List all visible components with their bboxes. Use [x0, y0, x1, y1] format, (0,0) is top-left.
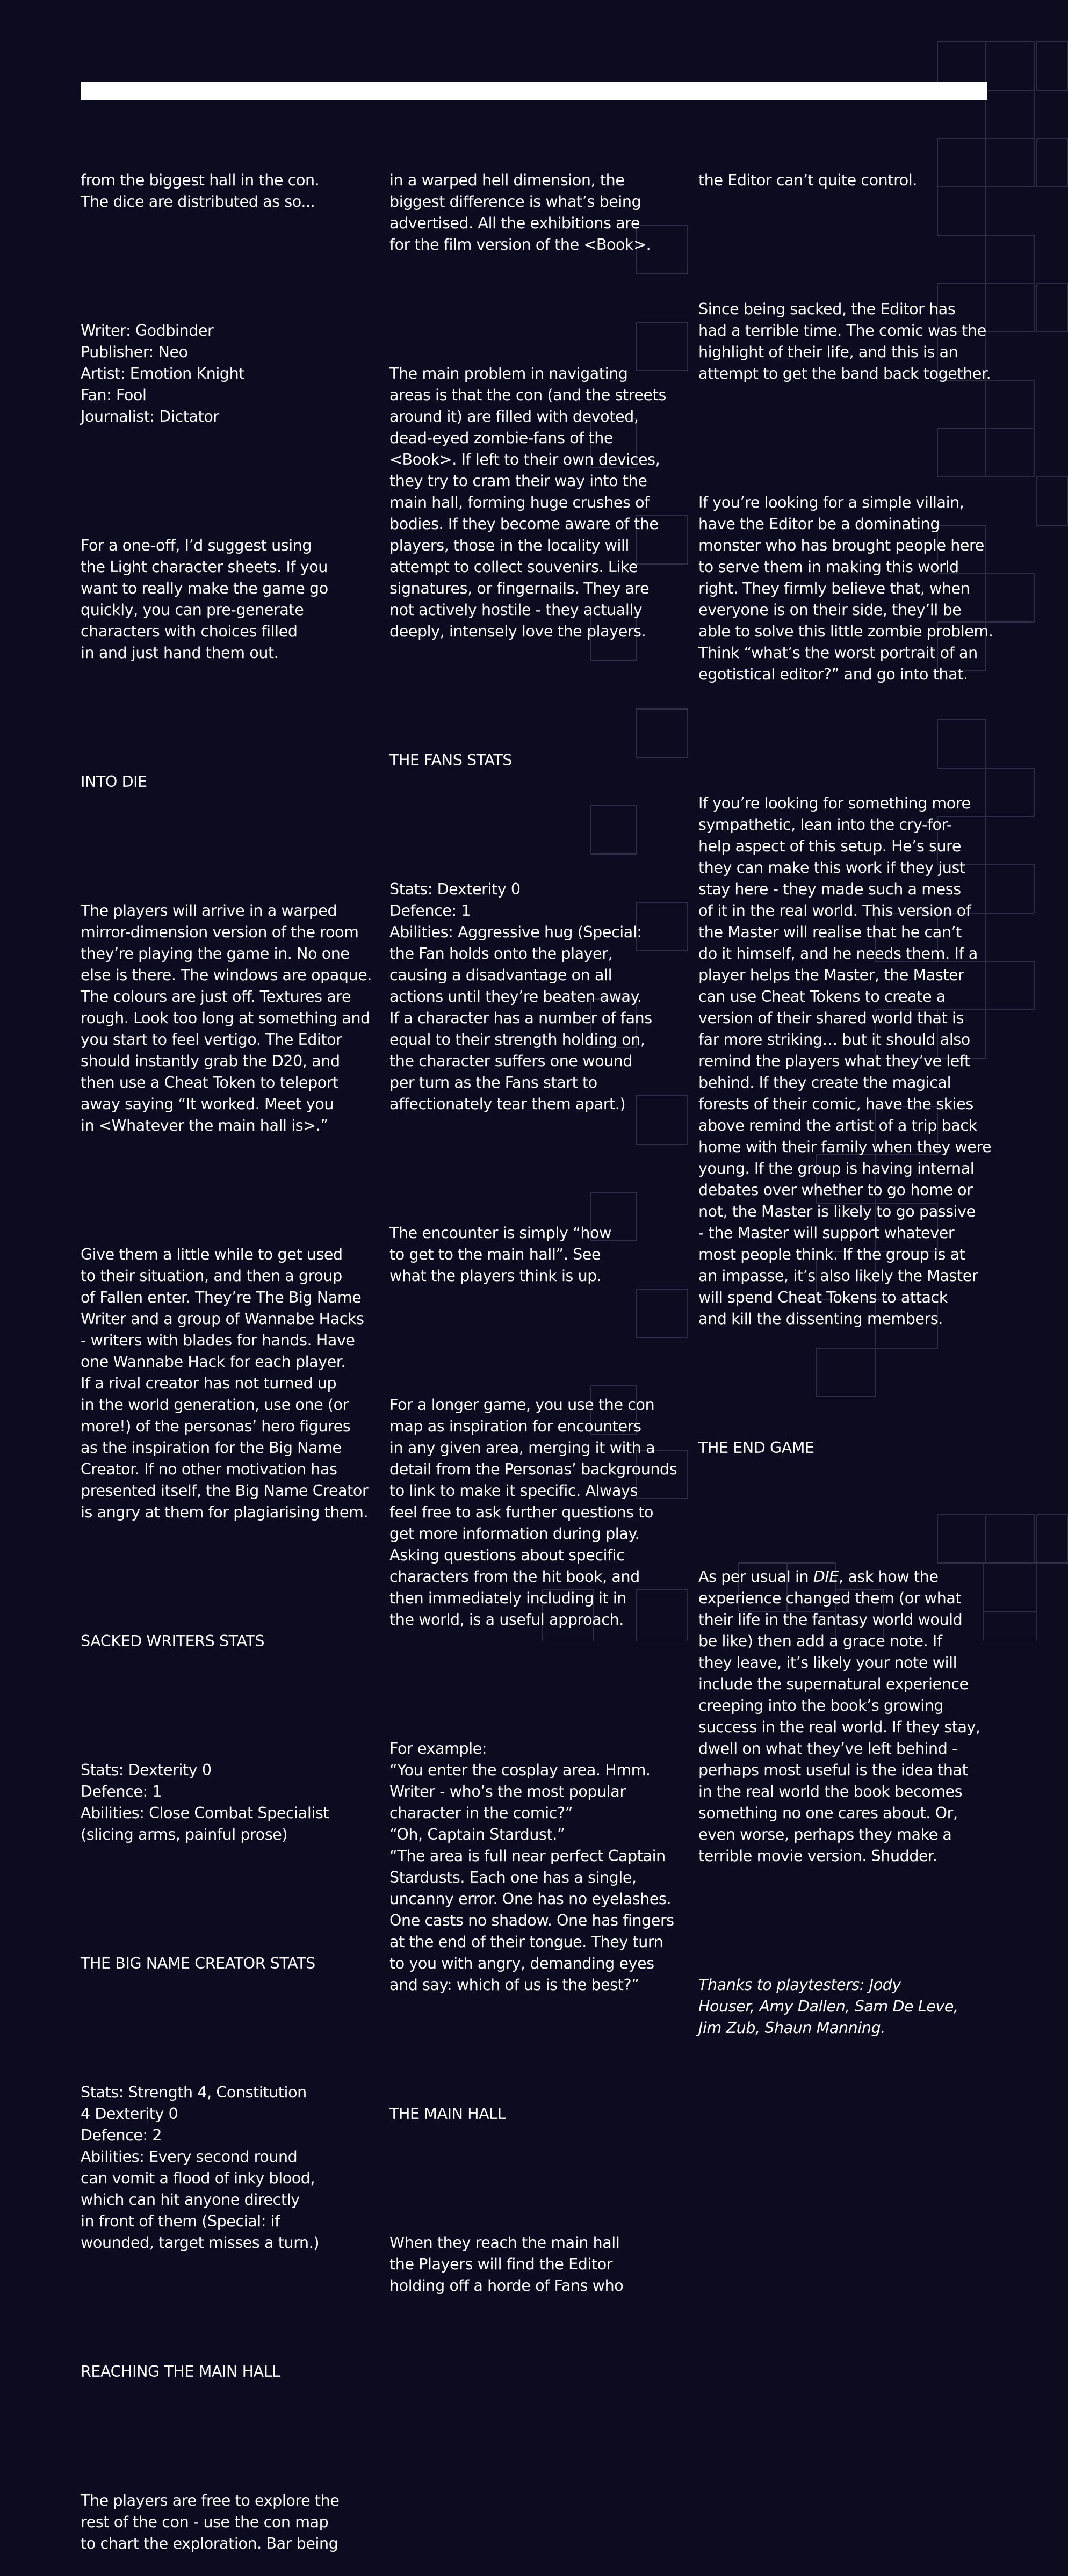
paragraph-text: As per usual in — [698, 1568, 813, 1586]
paragraph: The players will arrive in a warped mirror-dimension version of the room they’re playing the game in. No one else is there. The windows are opaque. The colours are just off. Textures are rough. Look too long at something and you start to feel vertigo. The Editor should instantly grab the D20, and then use a Cheat Token to teleport away saying “It worked. Meet you in <Whatever the main hall is>.” — [81, 902, 372, 1134]
paragraph: Since being sacked, the Editor has had a terrible time. The comic was the highlight of their life, and this is an attempt to get the band back together. — [698, 300, 991, 382]
paragraph: If you’re looking for something more sympathetic, lean into the cry-for- help aspect of this setup. He’s sure they can make this work if they just stay here - they made such a mess of it in the real world. This version of the Master will realise that he can’t do it himself, and he needs them. If a player helps the Master, the Master can use Cheat Tokens to create a version of their shared world that is far more striking… but it should also remind the players what they’ve left behind. If they create the magical forests of their comic, have the skies above remind the artist of a trip back home with their family when they were young. If the group is having internal debates over whether to go home or not, the Master is likely to go passive - the Master will support whatever most people think. If the group is at an impasse, it’s also likely the Master will spend Cheat Tokens to attack and kill the dissenting members. — [698, 794, 992, 1328]
paragraph-text: , ask how the experience changed them (or what their life in the fantasy world would be like) then add a grace note. If they leave, it’s likely your note will include the supernatural experience creeping into the book’s growing success in the real world. If they stay, dwell on what they’ve left behind - perhaps most useful is the idea that in the real world the book becomes something no one cares about. Or, even worse, perhaps they make a terrible movie version. Shudder. — [698, 1568, 980, 1865]
paragraph: The encounter is simply “how to get to the main hall”. See what the players think is up. — [389, 1224, 612, 1285]
paragraph: Stats: Dexterity 0 Defence: 1 Abilities: Aggressive hug (Special: the Fan holds onto the player, causing a disadvantage on all actions until they’re beaten away. If a character has a number of fans equal to their strength holding on, the character suffers one wound per turn as the Fans start to affectionately tear them apart.) — [389, 880, 652, 1113]
paragraph: For a one-off, I’d suggest using the Light character sheets. If you want to really make the game go quickly, you can pre-generate characters with choices filled in and just hand them out. — [81, 537, 328, 662]
section-heading: THE END GAME — [698, 1439, 814, 1457]
paragraph: Stats: Dexterity 0 Defence: 1 Abilities: Close Combat Specialist (slicing arms, painful prose) — [81, 1761, 329, 1843]
paragraph: The main problem in navigating areas is that the con (and the streets around it) are filled with devoted, dead-eyed zombie-fans of the <Book>. If left to their own devices, they try to cram their way into the main hall, forming huge crushes of bodies. If they become aware of the players, those in the locality will attempt to collect souvenirs. Like signatures, or fingernails. They are not actively hostile - they actually deeply, intensely love the players. — [389, 365, 666, 640]
paragraph: Give them a little while to get used to their situation, and then a group of Fallen enter. They’re The Big Name Writer and a group of Wannabe Hacks - writers with blades for hands. Have one Wannabe Hack for each player. If a rival creator has not turned up in the world generation, use one (or more!) of the personas’ hero figures as the inspiration for the Big Name Creator. If no other motivation has presented itself, the Big Name Creator is angry at them for plagiarising them. — [81, 1246, 369, 1521]
credits-text: Thanks to playtesters: Jody Houser, Amy Dallen, Sam De Leve, Jim Zub, Shaun Manning. — [698, 1976, 958, 2037]
paragraph: from the biggest hall in the con. The dice are distributed as so... — [81, 171, 320, 211]
paragraph: The players are free to explore the rest of the con - use the con map to chart the exploration. Bar being — [81, 2492, 340, 2552]
paragraph: in a warped hell dimension, the biggest difference is what’s being advertised. All the exhibitions are for the film version of the <Book>. — [389, 171, 651, 254]
section-heading: INTO DIE — [81, 773, 147, 791]
header-bar — [81, 82, 987, 100]
paragraph: For example: “You enter the cosplay area. Hmm. Writer - who’s the most popular character in the comic?” “Oh, Captain Stardust.” “The area is full near perfect Captain Stardusts. Each one has a single, uncanny error. One has no eyelashes. One casts no shadow. One has fingers at the end of their tongue. They turn to you with angry, demanding eyes and say: which of us is the best?” — [389, 1740, 674, 1994]
title-emphasis: DIE — [813, 1568, 839, 1586]
paragraph: For a longer game, you use the con map as inspiration for encounters in any given area, merging it with a detail from the Personas’ backgrounds to link to make it specific. Always feel free to ask further questions to get more information during play. Asking questions about specific characters from the hit book, and then immediately including it in the world, is a useful approach. — [389, 1396, 677, 1629]
section-heading: THE BIG NAME CREATOR STATS — [81, 1955, 315, 1972]
paragraph: Writer: Godbinder Publisher: Neo Artist: Emotion Knight Fan: Fool Journalist: Dictator — [81, 322, 245, 425]
paragraph: If you’re looking for a simple villain, have the Editor be a dominating monster who has brought people here to serve them in making this world right. They firmly believe that, when everyone is on their side, they’ll be able to solve this little zombie problem. Think “what’s the worst portrait of an egotistical editor?” and go into that. — [698, 494, 993, 683]
credits-paragraph — [698, 1974, 999, 2039]
column-2 — [389, 127, 690, 2318]
paragraph: When they reach the main hall the Players will find the Editor holding off a horde of Fans who — [389, 2234, 624, 2295]
section-heading: REACHING THE MAIN HALL — [81, 2363, 280, 2380]
section-heading: SACKED WRITERS STATS — [81, 1632, 265, 1650]
paragraph: the Editor can’t quite control. — [698, 171, 918, 189]
column-1 — [81, 127, 381, 2576]
paragraph — [698, 1566, 999, 1867]
section-heading: THE FANS STATS — [389, 751, 513, 769]
section-heading: THE MAIN HALL — [389, 2105, 506, 2123]
paragraph: Stats: Strength 4, Constitution 4 Dexterity 0 Defence: 2 Abilities: Every second round can vomit a flood of inky blood, which can hit anyone directly in front of them (Special: if wounded, target misses a turn.) — [81, 2083, 320, 2252]
column-3 — [698, 127, 999, 2060]
